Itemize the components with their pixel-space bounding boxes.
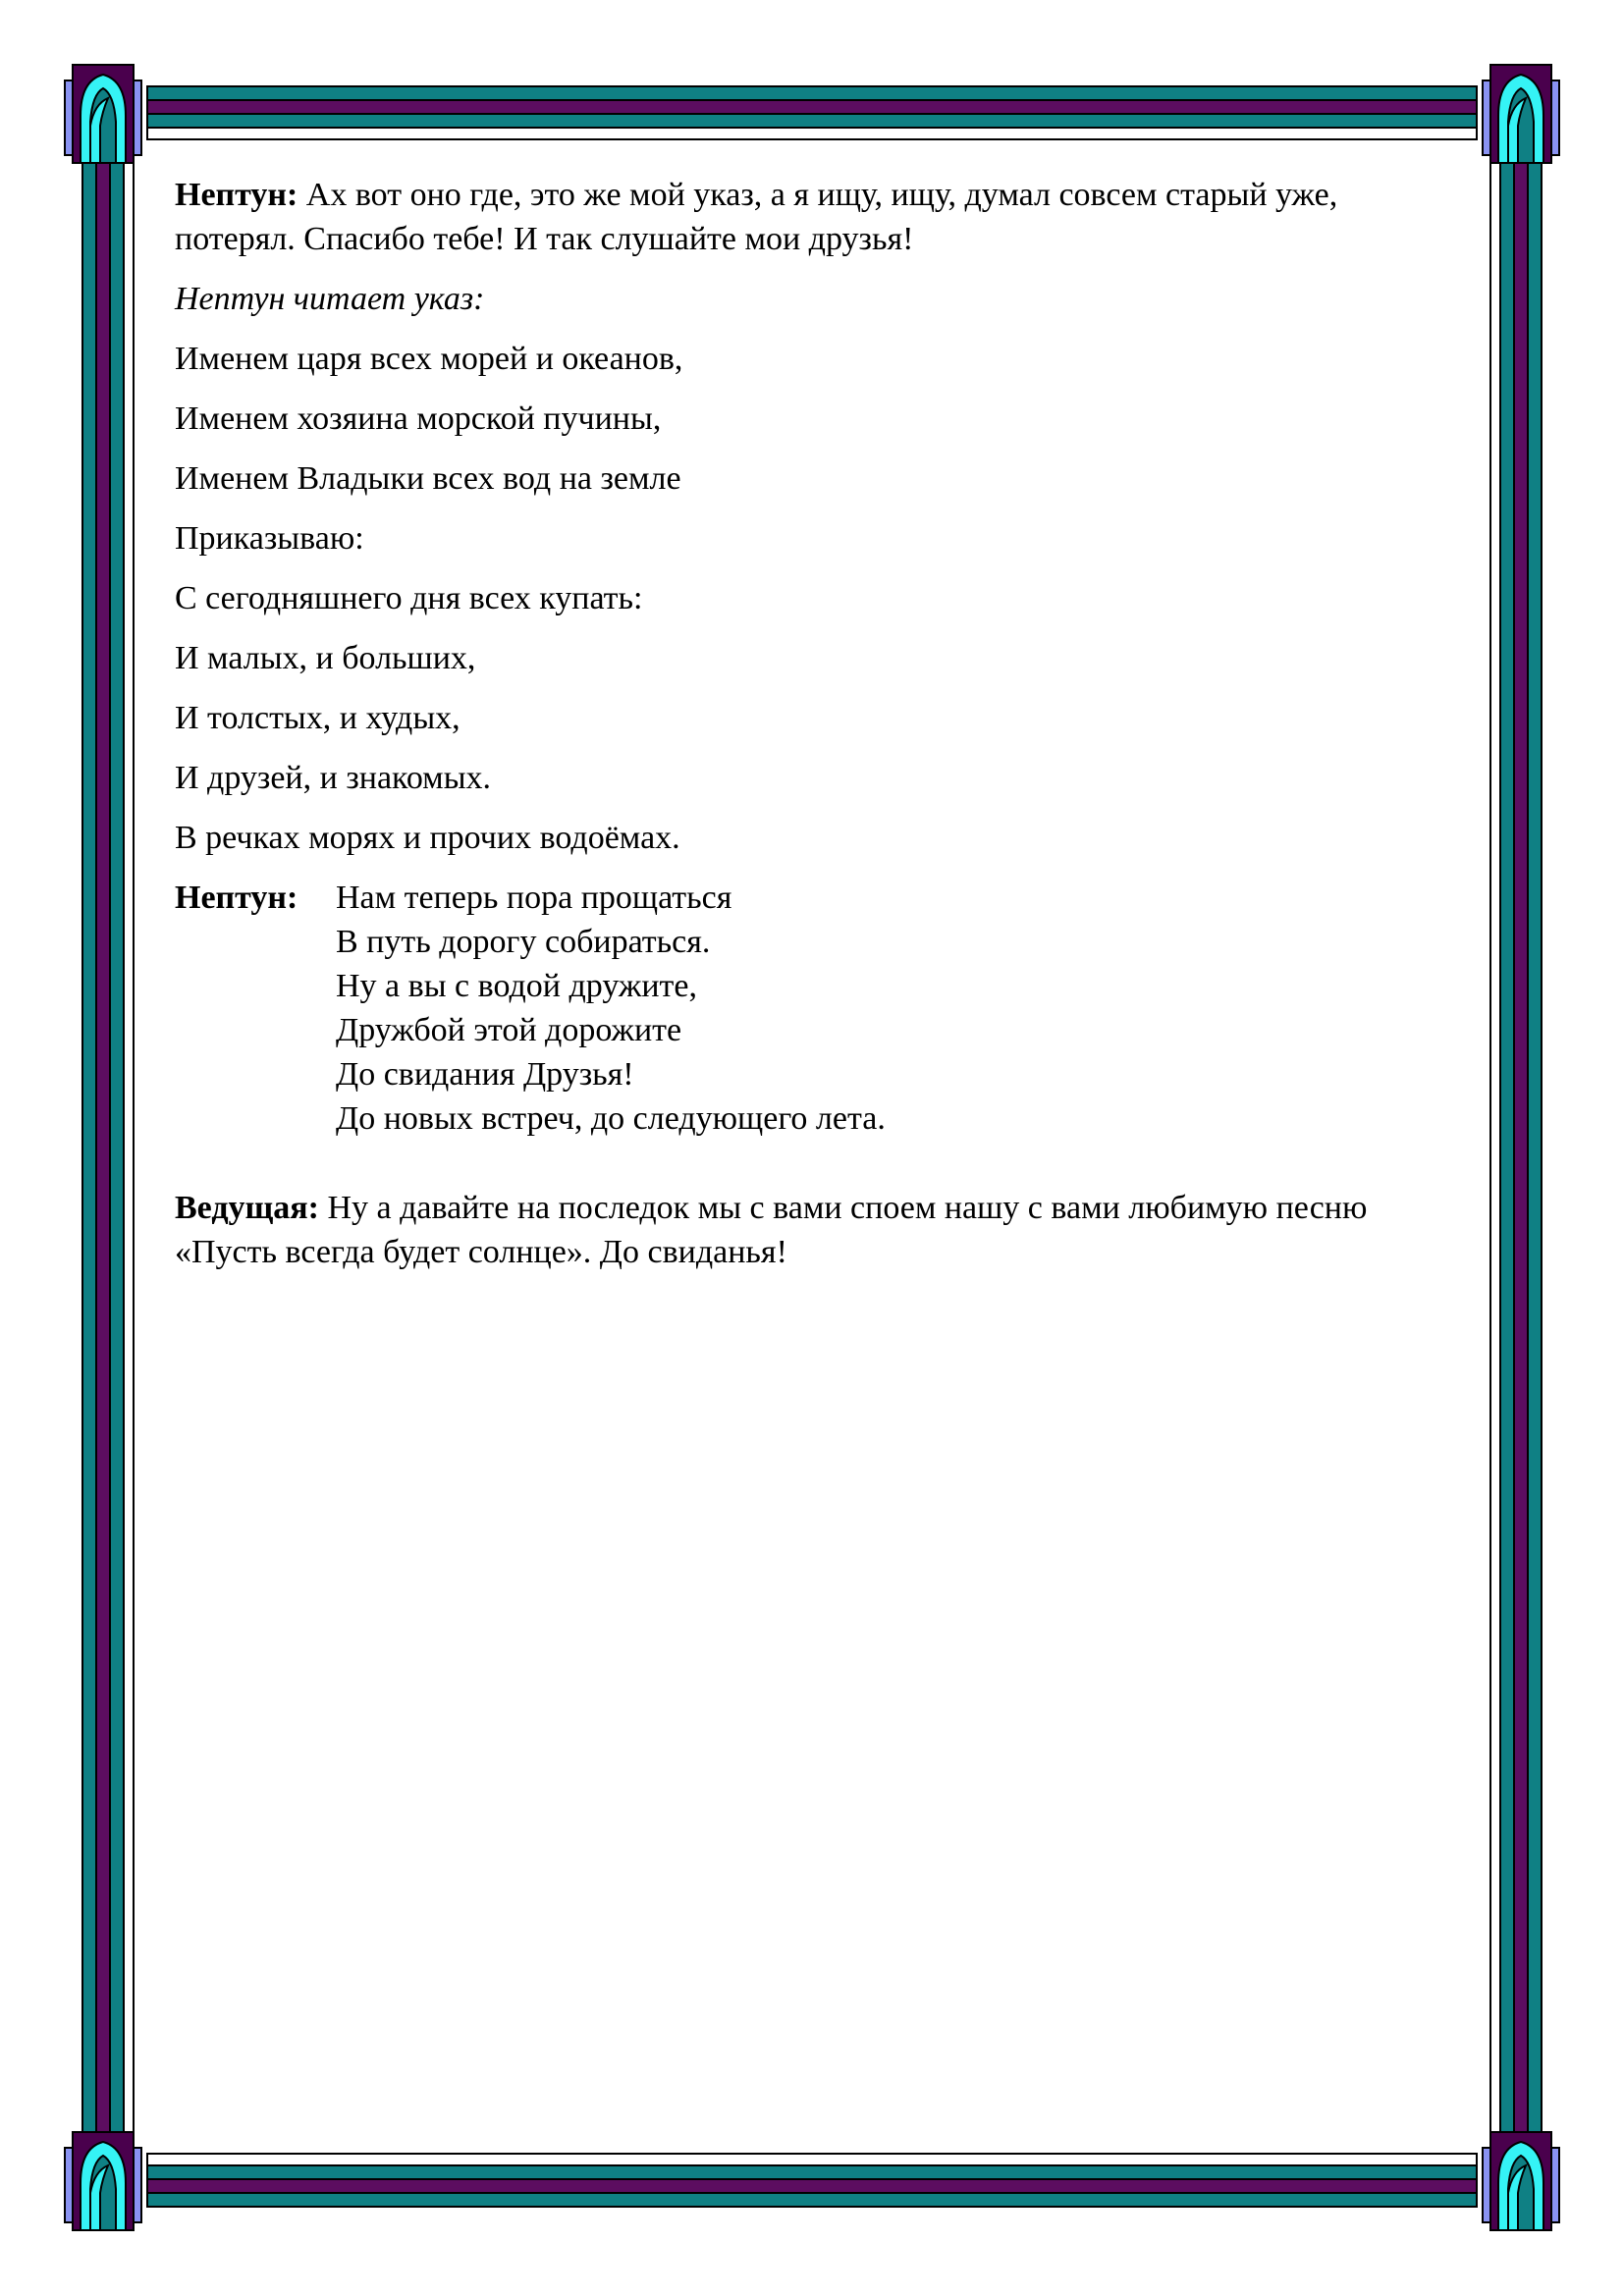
- bottom-border-bar: [147, 2154, 1477, 2207]
- paragraph-text: Ну а давайте на последок мы с вами споем нашу с вами любимую песню «Пусть всегда будет солнце». До свиданья!: [175, 1190, 1368, 1270]
- left-border-bar: [82, 147, 134, 2150]
- decree-line: И друзей, и знакомых.: [175, 760, 492, 796]
- stage-direction: [175, 277, 1451, 321]
- paragraph-text: Ах вот оно где, это же мой указ, а я ищу, ищу, думал совсем старый уже, потерял. Спасибо тебе! И так слушайте мои друзья!: [175, 177, 1338, 257]
- top-border-bar: [147, 86, 1477, 139]
- verse-line: До свидания Друзья!: [336, 1056, 634, 1093]
- blank-line: [175, 1156, 1451, 1186]
- verse-line: До новых встреч, до следующего лета.: [336, 1100, 886, 1137]
- verse-line: Нам теперь пора прощаться: [336, 880, 732, 916]
- stage-direction-text: Нептун читает указ:: [175, 281, 485, 317]
- decree-line: Приказываю:: [175, 520, 364, 557]
- paragraph-neptune-found-decree: [175, 173, 1451, 261]
- speaker-label: Нептун:: [175, 177, 298, 213]
- document-body: [175, 173, 1451, 1274]
- decree-line: И малых, и больших,: [175, 640, 476, 676]
- speaker-label: Нептун:: [175, 880, 298, 916]
- verse-lines: [336, 876, 886, 1141]
- verse-line: Ну а вы с водой дружите,: [336, 968, 698, 1004]
- speaker-label: Ведущая:: [175, 1190, 319, 1226]
- decree-line: С сегодняшнего дня всех купать:: [175, 580, 643, 616]
- neptune-farewell-verse: [175, 876, 1451, 1141]
- right-border-bar: [1490, 147, 1542, 2150]
- corner-top-left: [65, 65, 141, 163]
- corner-bottom-right: [1483, 2132, 1559, 2230]
- corner-bottom-left: [65, 2132, 141, 2230]
- corner-top-right: [1483, 65, 1559, 163]
- paragraph-host-closing: [175, 1186, 1451, 1274]
- verse-line: Дружбой этой дорожите: [336, 1012, 682, 1048]
- decree-line: В речках морях и прочих водоёмах.: [175, 820, 680, 856]
- verse-line: В путь дорогу собираться.: [336, 924, 711, 960]
- decree-line: Именем хозяина морской пучины,: [175, 400, 662, 437]
- decree-line: Именем царя всех морей и океанов,: [175, 341, 683, 377]
- decree-line: Именем Владыки всех вод на земле: [175, 460, 681, 497]
- decree-line: И толстых, и худых,: [175, 700, 460, 736]
